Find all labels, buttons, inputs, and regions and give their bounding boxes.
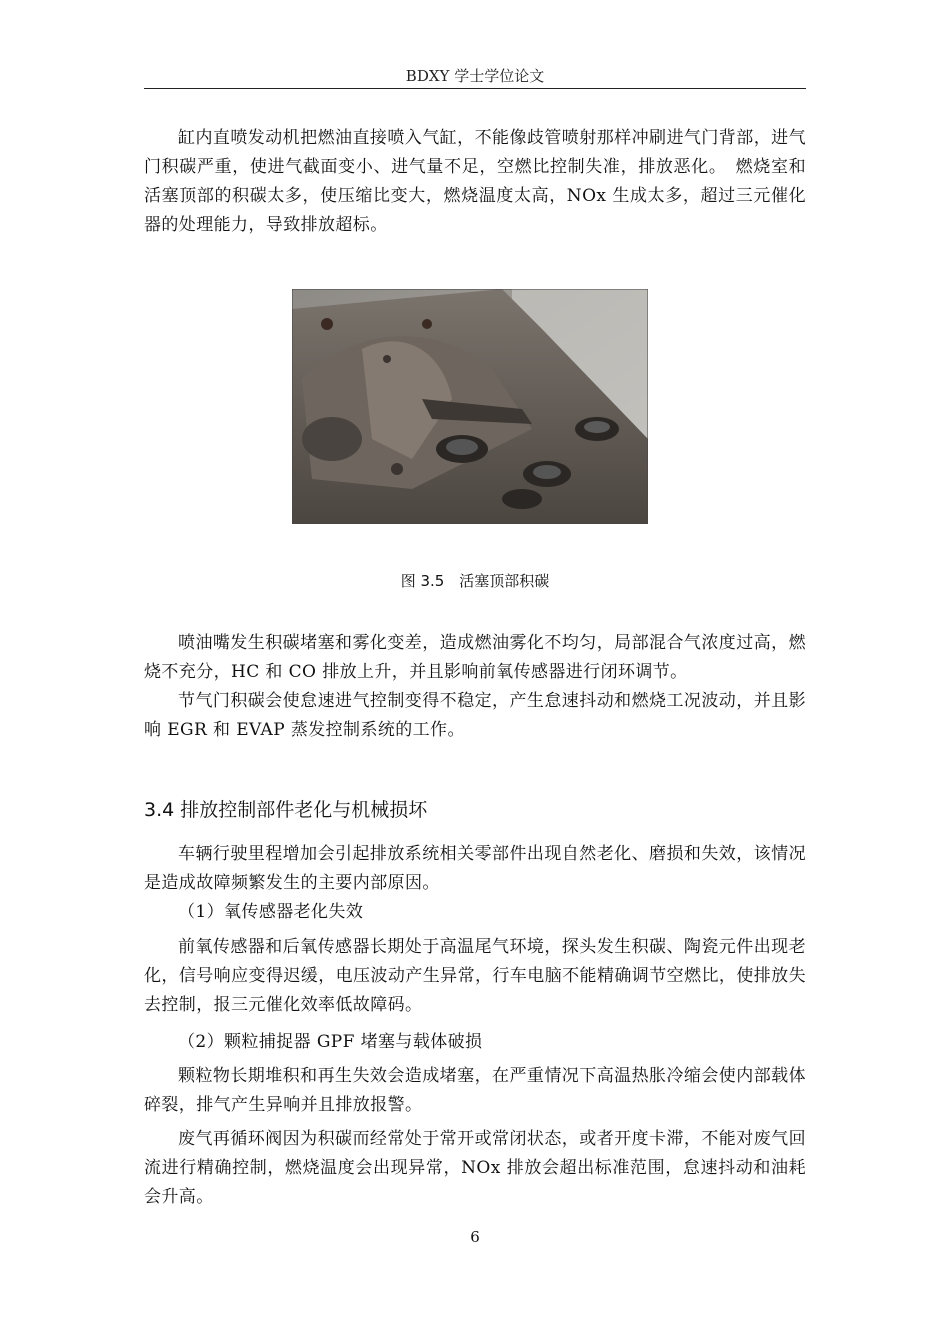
item-2-title: （2）颗粒捕捉器 GPF 堵塞与载体破损 bbox=[178, 1032, 483, 1052]
item-1-title: （1）氧传感器老化失效 bbox=[178, 902, 364, 922]
item-2-paragraph: 颗粒物长期堆积和再生失效会造成堵塞，在严重情况下高温热胀冷缩会使内部载体碎裂，排气产生异响并且排放报警。 bbox=[144, 1066, 806, 1115]
header-rule bbox=[144, 88, 806, 89]
page-number: 6 bbox=[470, 1228, 480, 1246]
figure-caption: 图 3.5 活塞顶部积碳 bbox=[400, 572, 550, 590]
item-1-paragraph: 前氧传感器和后氧传感器长期处于高温尾气环境，探头发生积碳、陶瓷元件出现老化，信号响应变得迟缓，电压波动产生异常，行车电脑不能精确调节空燃比，使排放失去控制，报三元催化效率低故障码。 bbox=[144, 937, 806, 1015]
section-intro-paragraph: 车辆行驶里程增加会引起排放系统相关零部件出现自然老化、磨损和失效，该情况是造成故障频繁发生的主要内部原因。 bbox=[144, 844, 806, 893]
running-header: BDXY 学士学位论文 bbox=[405, 67, 545, 85]
injector-paragraph: 喷油嘴发生积碳堵塞和雾化变差，造成燃油雾化不均匀，局部混合气浓度过高，燃烧不充分，HC 和 CO 排放上升，并且影响前氧传感器进行闭环调节。 bbox=[144, 633, 806, 682]
section-heading: 3.4 排放控制部件老化与机械损坏 bbox=[144, 799, 428, 821]
carbon-deposit-photo bbox=[292, 289, 648, 524]
engine-block-illustration bbox=[292, 289, 648, 524]
egr-paragraph: 废气再循环阀因为积碳而经常处于常开或常闭状态，或者开度卡滞，不能对废气回流进行精确控制，燃烧温度会出现异常，NOx 排放会超出标准范围，怠速抖动和油耗会升高。 bbox=[144, 1129, 806, 1207]
throttle-paragraph: 节气门积碳会使怠速进气控制变得不稳定，产生怠速抖动和燃烧工况波动，并且影响 EGR 和 EVAP 蒸发控制系统的工作。 bbox=[144, 691, 806, 740]
intro-paragraph: 缸内直喷发动机把燃油直接喷入气缸，不能像歧管喷射那样冲刷进气门背部，进气门积碳严重，使进气截面变小、进气量不足，空燃比控制失准，排放恶化。 燃烧室和活塞顶部的积碳太多，使压缩比变大，燃烧温度太高，NOx 生成太多，超过三元催化器的处理能力，导致排放超标。 bbox=[144, 128, 806, 235]
